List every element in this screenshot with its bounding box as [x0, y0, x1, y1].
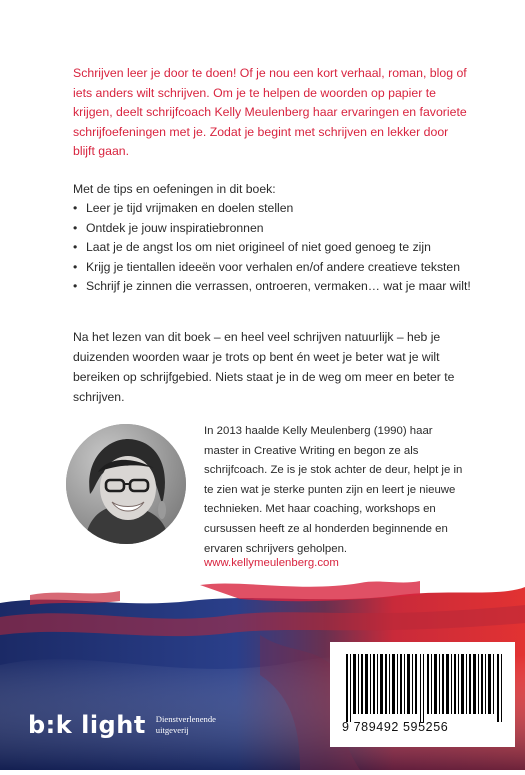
publisher-tagline-line2: uitgeverij	[155, 725, 189, 735]
list-item	[73, 219, 473, 239]
author-website-link[interactable]: www.kellymeulenberg.com	[204, 557, 339, 569]
list-item-text: Schrijf je zinnen die verrassen, ontroeren, vermaken… wat je maar wilt!	[86, 279, 471, 294]
list-item-text: Ontdek je jouw inspiratiebronnen	[86, 220, 264, 235]
tips-list	[73, 199, 473, 297]
bullet: •	[73, 240, 78, 255]
list-item	[73, 199, 473, 219]
isbn-barcode	[330, 642, 515, 747]
list-item	[73, 277, 473, 297]
bullet: •	[73, 201, 78, 215]
list-item	[73, 238, 473, 258]
list-item-text: Krijg je tientallen ideeën voor verhalen en/of andere creatieve teksten	[86, 259, 460, 274]
list-item-text: Laat je de angst los om niet origineel of niet goed genoeg te zijn	[86, 240, 431, 255]
isbn-number: 9 789492 595256	[342, 720, 449, 734]
tips-heading: Met de tips en oefeningen in dit boek:	[73, 182, 276, 196]
barcode-bars	[344, 654, 504, 722]
bullet: •	[73, 279, 78, 294]
publisher-tagline	[156, 714, 216, 736]
list-item	[73, 258, 473, 278]
intro-blurb: Schrijven leer je door te doen! Of je nou een kort verhaal, roman, blog of iets anders wilt schrijven. Om je te helpen de woorden op papier te krijgen, deelt schrijfcoach Kelly Meulenberg haar ervaringen en favoriete schrijfoefeningen met je. Zodat je begint met schrijven en lekker door blijft gaan.	[73, 66, 467, 159]
bullet: •	[73, 220, 78, 235]
publisher-logo-mark: b:k light	[28, 711, 146, 739]
list-item-text: Leer je tijd vrijmaken en doelen stellen	[86, 201, 294, 215]
bullet: •	[73, 259, 78, 274]
author-photo	[66, 424, 186, 544]
publisher-logo	[28, 705, 216, 745]
author-bio: In 2013 haalde Kelly Meulenberg (1990) haar master in Creative Writing en begon ze als schrijfcoach. Ze is je stok achter de deur, helpt je in te zien wat je sterke punten zijn en leert je nieuwe technieken. Met haar coaching, workshops en cursussen heeft ze al honderden beginnende en ervaren schrijvers geholpen.	[204, 425, 463, 555]
afterword-paragraph: Na het lezen van dit boek – en heel veel schrijven natuurlijk – heb je duizenden woorden waar je trots op bent én weet je beter wat je wilt bereiken op schrijfgebied. Niets staat je in de weg om meer en beter te schrijven.	[73, 330, 455, 404]
publisher-tagline-line1: Dienstverlenende	[155, 714, 216, 724]
